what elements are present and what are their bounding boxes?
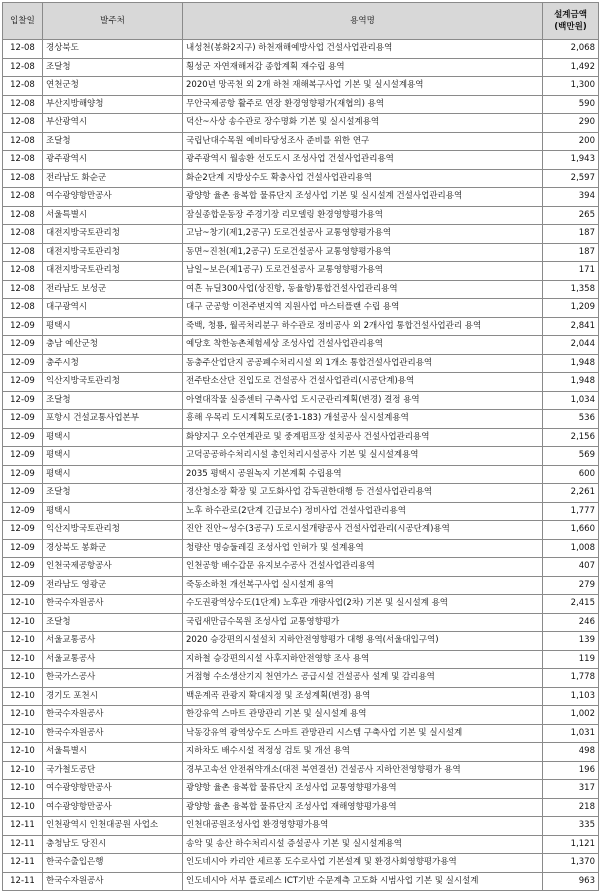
cell-org: 대전지방국토관리청 — [43, 243, 183, 262]
cell-org: 서울특별시 — [43, 206, 183, 225]
cell-amount: 200 — [543, 132, 599, 151]
table-row — [3, 576, 599, 595]
header-org: 발주처 — [43, 3, 183, 40]
cell-date: 12-09 — [3, 391, 43, 410]
cell-date: 12-10 — [3, 743, 43, 762]
table-row — [3, 669, 599, 688]
cell-org: 포항시 건설교통사업본부 — [43, 410, 183, 429]
cell-date: 12-08 — [3, 151, 43, 170]
header-date: 입찰일 — [3, 3, 43, 40]
cell-date: 12-08 — [3, 169, 43, 188]
cell-name: 흥해 우목리 도시계획도로(중1-183) 개설공사 실시설계용역 — [183, 410, 543, 429]
table-row — [3, 58, 599, 77]
table-row — [3, 354, 599, 373]
table-row — [3, 484, 599, 503]
cell-org: 충주시청 — [43, 354, 183, 373]
cell-amount: 279 — [543, 576, 599, 595]
table-row — [3, 854, 599, 873]
table-row — [3, 428, 599, 447]
table-row — [3, 447, 599, 466]
cell-date: 12-08 — [3, 58, 43, 77]
cell-org: 부산광역시 — [43, 114, 183, 133]
cell-name: 백운계곡 관광지 확대지정 및 조성계획(변경) 용역 — [183, 687, 543, 706]
cell-org: 익산지방국토관리청 — [43, 373, 183, 392]
cell-org: 여수광양항만공사 — [43, 798, 183, 817]
cell-name: 진안 진안~성수(3공구) 도로시설개량공사 건설사업관리(시공단계)용역 — [183, 521, 543, 540]
cell-date: 12-10 — [3, 706, 43, 725]
cell-org: 전라남도 화순군 — [43, 169, 183, 188]
cell-org: 충청남도 당진시 — [43, 835, 183, 854]
cell-name: 잠실종합운동장 주경기장 리모델링 환경영향평가용역 — [183, 206, 543, 225]
cell-amount: 1,121 — [543, 835, 599, 854]
cell-date: 12-11 — [3, 835, 43, 854]
cell-name: 화양지구 오수연계관로 및 중계펌프장 설치공사 건설사업관리용역 — [183, 428, 543, 447]
cell-org: 조달청 — [43, 132, 183, 151]
cell-org: 전라남도 보성군 — [43, 280, 183, 299]
cell-name: 화순2단계 지방상수도 확충사업 건설사업관리용역 — [183, 169, 543, 188]
cell-org: 조달청 — [43, 391, 183, 410]
cell-date: 12-09 — [3, 447, 43, 466]
cell-name: 경산청소장 확장 및 고도화사업 감독권한대행 등 건설사업관리용역 — [183, 484, 543, 503]
table-row — [3, 632, 599, 651]
cell-org: 경상북도 — [43, 40, 183, 59]
table-body — [3, 40, 599, 891]
cell-org: 경기도 포천시 — [43, 687, 183, 706]
cell-name: 노후 하수관로(2단계 긴급보수) 정비사업 건설사업관리용역 — [183, 502, 543, 521]
cell-org: 충남 예산군청 — [43, 336, 183, 355]
header-amount-line1: 설계금액 — [554, 10, 587, 20]
table-row — [3, 780, 599, 799]
cell-date: 12-09 — [3, 502, 43, 521]
cell-date: 12-09 — [3, 354, 43, 373]
cell-org: 서울교통공사 — [43, 650, 183, 669]
table-row — [3, 169, 599, 188]
cell-amount: 119 — [543, 650, 599, 669]
cell-amount: 600 — [543, 465, 599, 484]
cell-name: 인천공항 배수갑문 유지보수공사 건설사업관리용역 — [183, 558, 543, 577]
cell-amount: 1,034 — [543, 391, 599, 410]
cell-name: 한강유역 스마트 관망관리 기본 및 실시설계 용역 — [183, 706, 543, 725]
table-row — [3, 743, 599, 762]
cell-name: 죽백, 청룡, 월곡처리분구 하수관로 정비공사 외 2개사업 통합건설사업관리 용역 — [183, 317, 543, 336]
cell-org: 익산지방국토관리청 — [43, 521, 183, 540]
cell-name: 인도네시아 카리안 세르퐁 도수로사업 기본설계 및 환경사회영향평가용역 — [183, 854, 543, 873]
cell-name: 국립새만금수목원 조성사업 교통영향평가 — [183, 613, 543, 632]
cell-date: 12-08 — [3, 77, 43, 96]
cell-name: 광양항 율촌 융복합 물류단지 조성사업 기본 및 실시설계 건설사업관리용역 — [183, 188, 543, 207]
table-header — [3, 3, 599, 40]
cell-name: 아열대작물 실증센터 구축사업 도시군관리계획(변경) 결정 용역 — [183, 391, 543, 410]
table-row — [3, 336, 599, 355]
table-row — [3, 114, 599, 133]
cell-date: 12-09 — [3, 336, 43, 355]
cell-date: 12-09 — [3, 558, 43, 577]
cell-date: 12-10 — [3, 724, 43, 743]
cell-org: 서울교통공사 — [43, 632, 183, 651]
cell-date: 12-09 — [3, 484, 43, 503]
cell-org: 한국수자원공사 — [43, 872, 183, 891]
table-row — [3, 262, 599, 281]
cell-amount: 1,777 — [543, 502, 599, 521]
cell-amount: 187 — [543, 225, 599, 244]
cell-date: 12-10 — [3, 650, 43, 669]
cell-amount: 963 — [543, 872, 599, 891]
cell-org: 부산지방해양청 — [43, 95, 183, 114]
cell-org: 조달청 — [43, 58, 183, 77]
cell-org: 조달청 — [43, 613, 183, 632]
cell-amount: 1,031 — [543, 724, 599, 743]
cell-date: 12-08 — [3, 188, 43, 207]
cell-org: 평택시 — [43, 447, 183, 466]
cell-amount: 1,492 — [543, 58, 599, 77]
cell-amount: 1,778 — [543, 669, 599, 688]
header-amount — [543, 3, 599, 40]
cell-org: 경상북도 봉화군 — [43, 539, 183, 558]
cell-name: 고남~창기(제1,2공구) 도로건설공사 교통영향평가용역 — [183, 225, 543, 244]
cell-date: 12-09 — [3, 465, 43, 484]
table-row — [3, 280, 599, 299]
cell-amount: 2,261 — [543, 484, 599, 503]
cell-org: 한국수자원공사 — [43, 595, 183, 614]
table-row — [3, 299, 599, 318]
cell-date: 12-10 — [3, 798, 43, 817]
table-row — [3, 724, 599, 743]
cell-org: 한국수자원공사 — [43, 724, 183, 743]
cell-name: 전주탄소산단 진입도로 건설공사 건설사업관리(시공단계)용역 — [183, 373, 543, 392]
cell-date: 12-10 — [3, 761, 43, 780]
cell-name: 2020년 망곡천 외 2개 하천 재해복구사업 기본 및 실시설계용역 — [183, 77, 543, 96]
cell-amount: 1,948 — [543, 373, 599, 392]
cell-org: 여수광양항만공사 — [43, 188, 183, 207]
cell-org: 한국가스공사 — [43, 669, 183, 688]
cell-amount: 335 — [543, 817, 599, 836]
table-row — [3, 539, 599, 558]
cell-date: 12-08 — [3, 225, 43, 244]
cell-date: 12-11 — [3, 817, 43, 836]
cell-date: 12-09 — [3, 317, 43, 336]
cell-org: 서울특별시 — [43, 743, 183, 762]
cell-date: 12-10 — [3, 687, 43, 706]
cell-date: 12-10 — [3, 780, 43, 799]
cell-name: 대구 군공항 이전주변지역 지원사업 마스터플랜 수립 용역 — [183, 299, 543, 318]
table-row — [3, 835, 599, 854]
cell-date: 12-11 — [3, 854, 43, 873]
table-row — [3, 40, 599, 59]
cell-name: 횡성군 자연재해저감 종합계획 재수립 용역 — [183, 58, 543, 77]
table-row — [3, 817, 599, 836]
cell-name: 경부고속선 안전취약개소(대전 북연결선) 건설공사 지하안전영향평가 용역 — [183, 761, 543, 780]
cell-org: 여수광양항만공사 — [43, 780, 183, 799]
cell-org: 대전지방국토관리청 — [43, 225, 183, 244]
cell-amount: 139 — [543, 632, 599, 651]
table-row — [3, 465, 599, 484]
cell-name: 죽동소하천 개선복구사업 실시설계 용역 — [183, 576, 543, 595]
table-row — [3, 373, 599, 392]
table-row — [3, 410, 599, 429]
cell-org: 평택시 — [43, 502, 183, 521]
cell-org: 전라남도 영광군 — [43, 576, 183, 595]
cell-org: 연천군청 — [43, 77, 183, 96]
cell-amount: 1,103 — [543, 687, 599, 706]
cell-amount: 2,841 — [543, 317, 599, 336]
cell-org: 한국수자원공사 — [43, 706, 183, 725]
cell-date: 12-09 — [3, 428, 43, 447]
cell-date: 12-08 — [3, 243, 43, 262]
cell-name: 수도권광역상수도(1단계) 노후관 개량사업(2차) 기본 및 실시설계 용역 — [183, 595, 543, 614]
table-row — [3, 188, 599, 207]
header-amount-line2: (백만원) — [554, 22, 587, 32]
cell-date: 12-10 — [3, 632, 43, 651]
cell-date: 12-09 — [3, 521, 43, 540]
cell-date: 12-11 — [3, 872, 43, 891]
cell-amount: 1,209 — [543, 299, 599, 318]
cell-date: 12-10 — [3, 613, 43, 632]
cell-org: 평택시 — [43, 428, 183, 447]
cell-amount: 196 — [543, 761, 599, 780]
table-row — [3, 77, 599, 96]
cell-name: 거점형 수소생산기지 천연가스 공급시설 건설공사 설계 및 감리용역 — [183, 669, 543, 688]
cell-name: 국립난대수목원 예비타당성조사 준비를 위한 연구 — [183, 132, 543, 151]
cell-amount: 290 — [543, 114, 599, 133]
cell-date: 12-08 — [3, 262, 43, 281]
cell-amount: 536 — [543, 410, 599, 429]
cell-name: 광양항 율촌 융복합 물류단지 조성사업 교통영향평가용역 — [183, 780, 543, 799]
cell-name: 지하철 승강편의시설 사후지하안전영향 조사 용역 — [183, 650, 543, 669]
cell-org: 평택시 — [43, 465, 183, 484]
cell-date: 12-10 — [3, 669, 43, 688]
cell-name: 인도네시아 서부 플로레스 ICT기반 수문계측 고도화 시범사업 기본 및 실시설계 — [183, 872, 543, 891]
cell-amount: 2,156 — [543, 428, 599, 447]
cell-org: 대전지방국토관리청 — [43, 262, 183, 281]
table-row — [3, 872, 599, 891]
cell-name: 광양항 율촌 융복합 물류단지 조성사업 재해영향평가용역 — [183, 798, 543, 817]
cell-amount: 498 — [543, 743, 599, 762]
cell-name: 광주광역시 월송환 선도도시 조성사업 건설사업관리용역 — [183, 151, 543, 170]
cell-amount: 2,597 — [543, 169, 599, 188]
table-row — [3, 151, 599, 170]
table-row — [3, 761, 599, 780]
bid-table — [2, 2, 599, 891]
cell-org: 평택시 — [43, 317, 183, 336]
cell-date: 12-08 — [3, 280, 43, 299]
header-row — [3, 3, 599, 40]
table-row — [3, 391, 599, 410]
cell-date: 12-09 — [3, 410, 43, 429]
cell-date: 12-09 — [3, 373, 43, 392]
cell-name: 덕산~사상 송수관로 장수명화 기본 및 실시설계용역 — [183, 114, 543, 133]
cell-org: 국가철도공단 — [43, 761, 183, 780]
cell-name: 동충주산업단지 공공폐수처리시설 외 1개소 통합건설사업관리용역 — [183, 354, 543, 373]
cell-name: 내성천(봉화2지구) 하천재해예방사업 건설사업관리용역 — [183, 40, 543, 59]
cell-amount: 394 — [543, 188, 599, 207]
cell-date: 12-08 — [3, 114, 43, 133]
cell-name: 2020 승강편의시설설치 지하안전영향평가 대행 용역(서울대입구역) — [183, 632, 543, 651]
cell-amount: 1,002 — [543, 706, 599, 725]
cell-date: 12-08 — [3, 206, 43, 225]
cell-org: 인천국제공항공사 — [43, 558, 183, 577]
cell-date: 12-08 — [3, 95, 43, 114]
cell-name: 동면~진천(제1,2공구) 도로건설공사 교통영향평가용역 — [183, 243, 543, 262]
cell-amount: 218 — [543, 798, 599, 817]
cell-name: 여흔 뉴딜300사업(상진항, 동율항)통합건설사업관리용역 — [183, 280, 543, 299]
cell-amount: 2,068 — [543, 40, 599, 59]
table-row — [3, 225, 599, 244]
cell-amount: 1,370 — [543, 854, 599, 873]
cell-name: 낙동강유역 광역상수도 스마트 관망관리 시스템 구축사업 기본 및 실시설계 — [183, 724, 543, 743]
cell-amount: 246 — [543, 613, 599, 632]
cell-name: 예당호 착한농촌체험세상 조성사업 건설사업관리용역 — [183, 336, 543, 355]
table-row — [3, 595, 599, 614]
cell-amount: 1,943 — [543, 151, 599, 170]
table-row — [3, 502, 599, 521]
cell-name: 무안국제공항 활주로 연장 환경영향평가(재협의) 용역 — [183, 95, 543, 114]
cell-name: 송악 및 송산 하수처리시설 증설공사 기본 및 실시설계용역 — [183, 835, 543, 854]
cell-amount: 1,948 — [543, 354, 599, 373]
cell-amount: 1,008 — [543, 539, 599, 558]
cell-date: 12-10 — [3, 595, 43, 614]
header-name: 용역명 — [183, 3, 543, 40]
table-row — [3, 95, 599, 114]
cell-org: 광주광역시 — [43, 151, 183, 170]
table-row — [3, 558, 599, 577]
cell-amount: 407 — [543, 558, 599, 577]
cell-amount: 1,300 — [543, 77, 599, 96]
table-row — [3, 521, 599, 540]
cell-amount: 265 — [543, 206, 599, 225]
table-row — [3, 687, 599, 706]
cell-name: 고덕공공하수처리시설 총인처리시설공사 기본 및 실시설계용역 — [183, 447, 543, 466]
cell-amount: 187 — [543, 243, 599, 262]
cell-date: 12-09 — [3, 576, 43, 595]
cell-amount: 1,660 — [543, 521, 599, 540]
cell-amount: 2,415 — [543, 595, 599, 614]
cell-org: 인천광역시 인천대공원 사업소 — [43, 817, 183, 836]
cell-name: 인천대공원조성사업 환경영향평가용역 — [183, 817, 543, 836]
cell-amount: 171 — [543, 262, 599, 281]
table-row — [3, 317, 599, 336]
cell-date: 12-08 — [3, 132, 43, 151]
cell-org: 대구광역시 — [43, 299, 183, 318]
table-row — [3, 132, 599, 151]
cell-amount: 2,044 — [543, 336, 599, 355]
table-row — [3, 706, 599, 725]
cell-amount: 317 — [543, 780, 599, 799]
cell-amount: 590 — [543, 95, 599, 114]
cell-name: 지하차도 배수시설 적정성 검토 및 개선 용역 — [183, 743, 543, 762]
cell-org: 한국수출입은행 — [43, 854, 183, 873]
cell-date: 12-09 — [3, 539, 43, 558]
cell-date: 12-08 — [3, 299, 43, 318]
cell-name: 2035 평택시 공원녹지 기본계획 수립용역 — [183, 465, 543, 484]
table-row — [3, 206, 599, 225]
table-row — [3, 650, 599, 669]
cell-date: 12-08 — [3, 40, 43, 59]
cell-amount: 569 — [543, 447, 599, 466]
cell-name: 청량산 명승둘레길 조성사업 인허가 및 설계용역 — [183, 539, 543, 558]
cell-amount: 1,358 — [543, 280, 599, 299]
table-row — [3, 613, 599, 632]
cell-org: 조달청 — [43, 484, 183, 503]
cell-name: 남일~보은(제1공구) 도로건설공사 교통영향평가용역 — [183, 262, 543, 281]
table-row — [3, 243, 599, 262]
table-row — [3, 798, 599, 817]
